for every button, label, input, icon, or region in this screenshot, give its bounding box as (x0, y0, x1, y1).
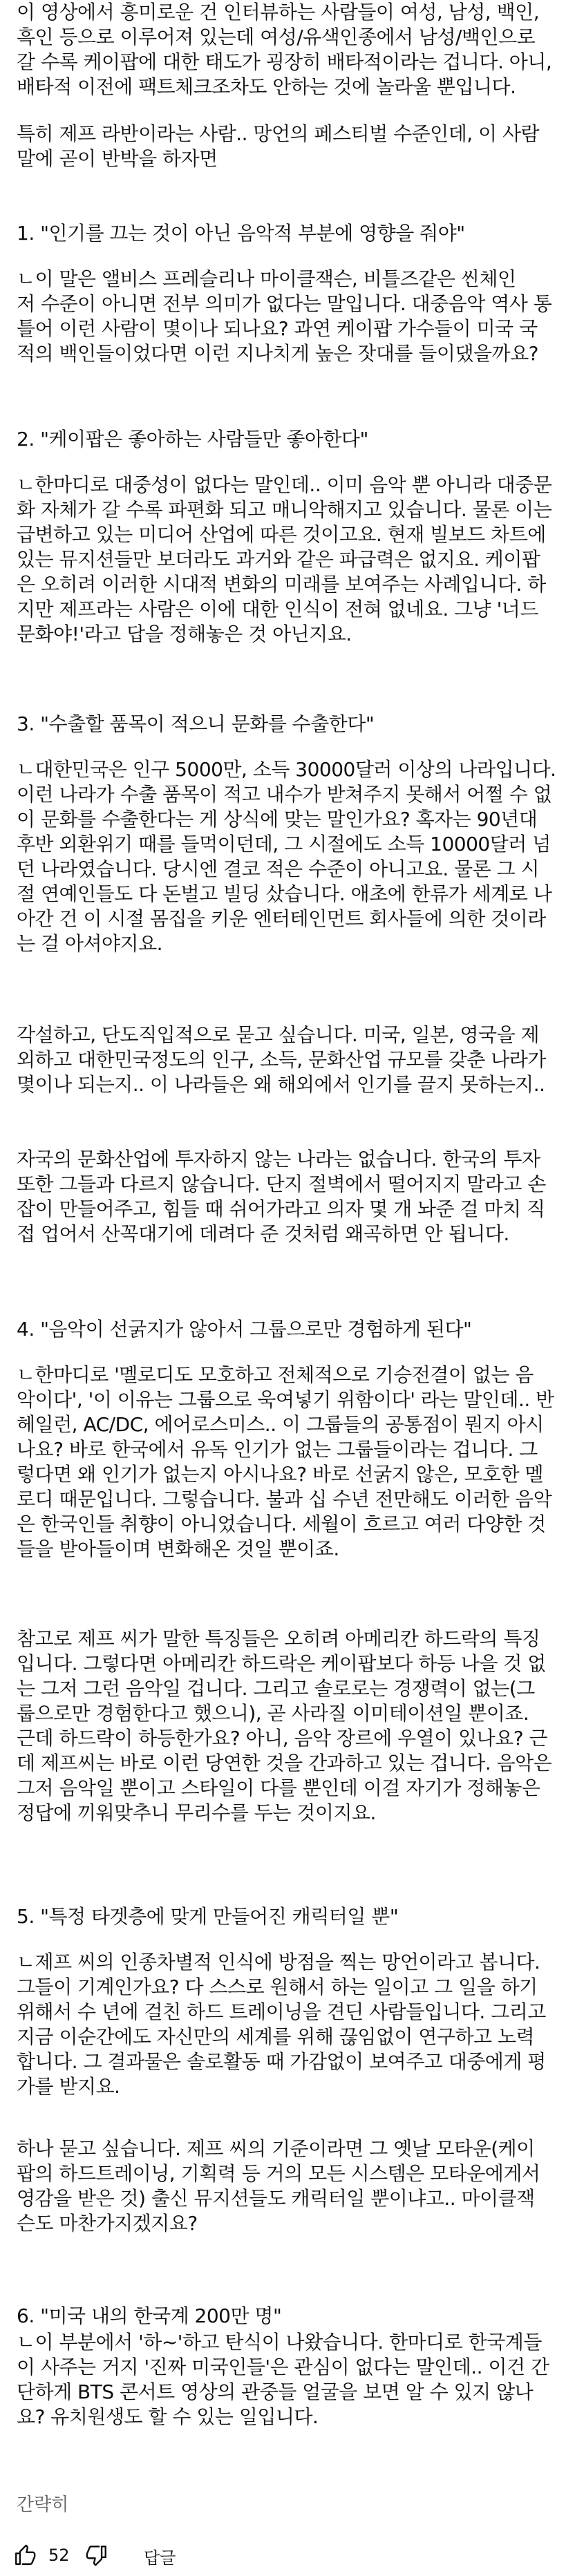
comment-paragraph (17, 2304, 281, 2329)
comment-line: 는 그저 그런 음악일 겁니다. 그리고 솔로로는 경쟁력이 없는(그 (17, 1677, 535, 1700)
comment-line: ㄴ이 말은 앨비스 프레슬리나 마이클잭슨, 비틀즈같은 씬체인 (17, 267, 516, 290)
thumbs-up-icon (13, 2544, 37, 2567)
comment-line: 슨도 마찬가지겠지요? (17, 2212, 198, 2235)
comment-paragraph (17, 1147, 546, 1247)
comment-line: 1. "인기를 끄는 것이 아닌 음악적 부분에 영향을 줘야" (17, 222, 465, 245)
comment-line: 6. "미국 내의 한국계 200만 명" (17, 2304, 282, 2327)
comment-line: 지만 제프라는 사람은 이에 대한 인식이 전혀 없네요. 그냥 '너드 (17, 598, 538, 621)
comment-paragraph (17, 2330, 549, 2430)
comment-paragraph (17, 757, 556, 956)
comment-line: 문화야!'라고 답을 정해놓은 것 아닌지요. (17, 623, 352, 645)
comment-line: 가를 받지요. (17, 2075, 120, 2098)
comment-line: 던 나라였습니다. 당시엔 결코 적은 수준이 아니고요. 물론 그 시 (17, 858, 540, 880)
comment-line: 지금 이순간에도 자신만의 세계를 위해 끊임없이 연구하고 노력 (17, 2025, 535, 2048)
comment-line: 그저 음악일 뿐이고 스타일이 다를 뿐인데 이걸 자기가 정해놓은 (17, 1777, 540, 1799)
comment-line: 은 오히려 이러한 시대적 변화의 미래를 보여주는 사례입니다. 하 (17, 573, 546, 596)
comment-line: 들을 받아들이며 변화해온 것일 뿐이죠. (17, 1537, 339, 1560)
comment-line: 3. "수출할 품목이 적으니 문화를 수출한다" (17, 712, 375, 735)
show-less-button[interactable]: 간략히 (17, 2494, 69, 2515)
comment-paragraph (17, 221, 465, 246)
comment-line: 4. "음악이 선굵지가 않아서 그룹으로만 경험하게 된다" (17, 1318, 472, 1341)
comment-paragraph (17, 1317, 471, 1342)
comment-paragraph (17, 427, 368, 452)
comment-line: 이 영상에서 흥미로운 건 인터뷰하는 사람들이 여성, 남성, 백인, (17, 1, 540, 23)
comment-paragraph (17, 1023, 546, 1097)
like-button[interactable] (10, 2540, 40, 2570)
comment-line: 2. "케이팝은 좋아하는 사람들만 좋아한다" (17, 428, 368, 451)
comment-line: ㄴ한마디로 '멜로디도 모호하고 전체적으로 기승전결이 없는 음 (17, 1363, 534, 1386)
comment-line: 후반 외환위기 때를 들먹이던데, 그 시절에도 소득 10000달러 넘 (17, 833, 551, 855)
comment-line: ㄴ제프 씨의 인종차별적 인식에 방점을 찍는 망언이라고 봅니다. (17, 1951, 540, 1973)
comment-line: 적의 백인들이었다면 이런 지나치게 높은 잣대를 들이댔을까요? (17, 342, 539, 365)
comment-line: 특히 제프 라반이라는 사람.. 망언의 페스티벌 수준인데, 이 사람 (17, 122, 540, 145)
comment-paragraph (17, 122, 539, 171)
comment-line: 몇이나 되는지.. 이 나라들은 왜 해외에서 인기를 끌지 못하는지.. (17, 1073, 545, 1096)
comment-line: 정답에 끼워맞추니 무리수를 두는 것이지요. (17, 1801, 376, 1824)
comment-line: 입니다. 그렇다면 아메리칸 하드락은 케이팝보다 하등 나을 것 없 (17, 1652, 546, 1675)
comment-line: 헤일런, AC/DC, 에어로스미스.. 이 그룹들의 공통점이 뭔지 아시 (17, 1413, 544, 1436)
comment-line: 아간 건 이 시절 몸집을 키운 엔터테인먼트 회사들에 의한 것이라 (17, 907, 546, 930)
comment-line: 팝의 하드트레이닝, 기획력 등 거의 모든 시스템은 모타운에게서 (17, 2162, 540, 2185)
comment-line: 합니다. 그 결과물은 솔로활동 때 가감없이 보여주고 대중에게 평 (17, 2050, 546, 2073)
comment-paragraph (17, 1627, 552, 1826)
comment-line: 그들이 기계인가요? 다 스스로 원해서 하는 일이고 그 일을 하기 (17, 1976, 538, 1998)
comment-line: 배타적 이전에 팩트체크조차도 안하는 것에 놀라울 뿐입니다. (17, 75, 516, 98)
comment-line: 화 자체가 갈 수록 파편화 되고 매니악해지고 있습니다. 물론 이는 (17, 498, 552, 521)
comment-line: 자국의 문화산업에 투자하지 않는 나라는 없습니다. 한국의 투자 (17, 1148, 540, 1171)
comment-line: 악이다', '이 이유는 그룹으로 욱여넣기 위함이다' 라는 말인데.. 반 (17, 1388, 554, 1411)
comment-line: 접 업어서 산꼭대기에 데려다 준 것처럼 왜곡하면 안 됩니다. (17, 1222, 509, 1245)
comment-line: 이런 나라가 수출 품목이 적고 내수가 받쳐주지 못해서 어쩔 수 없 (17, 783, 552, 806)
comment-line: 각설하고, 단도직입적으로 묻고 싶습니다. 미국, 일본, 영국을 제 (17, 1023, 540, 1046)
comment-line: 이 문화를 수출한다는 게 상식에 맞는 말인가요? 혹자는 90년대 (17, 808, 538, 831)
comment-line: 요? 유치원생도 할 수 있는 일입니다. (17, 2405, 319, 2428)
comment-line: 5. "특정 타겟층에 맞게 만들어진 캐릭터일 뿐" (17, 1905, 399, 1928)
comment-line: 렇다면 왜 인기가 없는지 아시나요? 바로 선굵지 않은, 모호한 멜 (17, 1463, 544, 1486)
comment-line: 하나 묻고 싶습니다. 제프 씨의 기준이라면 그 옛날 모타운(케이 (17, 2137, 535, 2160)
comment-line: 위해서 수 년에 걸친 하드 트레이닝을 견딘 사람들입니다. 그리고 (17, 2000, 546, 2023)
dislike-button[interactable] (82, 2540, 112, 2570)
comment-paragraph (17, 473, 552, 647)
comment-line: 절 연예인들도 다 돈벌고 빌딩 샀습니다. 애초에 한류가 세계로 나 (17, 882, 552, 905)
comment-line: 로디 때문입니다. 그렇습니다. 불과 십 수년 전만해도 이러한 음악 (17, 1488, 552, 1510)
comment-paragraph (17, 1950, 546, 2099)
comment-paragraph (17, 2137, 540, 2236)
comment-line: 외하고 대한민국정도의 인구, 소득, 문화산업 규모를 갖춘 나라가 (17, 1048, 546, 1071)
comment-line: 는 걸 아셔야지요. (17, 932, 163, 955)
comment-line: 저 수준이 아니면 전부 의미가 없다는 말입니다. 대중음악 역사 통 (17, 292, 552, 315)
comment-line: 이 사주는 거지 '진짜 미국인들'은 관심이 없다는 말인데.. 이건 간 (17, 2356, 549, 2378)
comment-line: 영감을 받은 것) 출신 뮤지션들도 캐릭터일 뿐이냐고.. 마이클잭 (17, 2187, 535, 2210)
comment-line: 참고로 제프 씨가 말한 특징들은 오히려 아메리칸 하드락의 특징 (17, 1627, 540, 1650)
comment-line: 또한 그들과 다르지 않습니다. 단지 절벽에서 떨어지지 말라고 손 (17, 1173, 546, 1195)
comment-paragraph (17, 712, 374, 737)
comment-line: 틀어 이런 사람이 몇이나 되나요? 과연 케이팝 가수들이 미국 국 (17, 317, 538, 340)
comment-line: 단하게 BTS 콘서트 영상의 관중들 얼굴을 보면 알 수 있지 않나 (17, 2380, 534, 2403)
reply-button[interactable]: 답글 (144, 2548, 176, 2568)
comment-paragraph (17, 267, 552, 366)
comment-line: 있는 뮤지션들만 보더라도 과거와 같은 파급력은 없지요. 케이팝 (17, 548, 540, 571)
comment-line: ㄴ이 부분에서 '하~'하고 탄식이 나왔습니다. 한마디로 한국계들 (17, 2331, 542, 2354)
comment-line: ㄴ대한민국은 인구 5000만, 소득 30000달러 이상의 나라입니다. (17, 758, 556, 781)
comment-line: 은 한국인들 취향이 아니었습니다. 세월이 흐르고 여러 다양한 것 (17, 1513, 546, 1535)
thumbs-down-icon (85, 2544, 109, 2567)
comment-line: 급변하고 있는 미디어 산업에 따른 것이고요. 현재 빌보드 차트에 (17, 523, 546, 546)
comment-line: 나요? 바로 한국에서 유독 인기가 없는 그룹들이라는 겁니다. 그 (17, 1438, 538, 1461)
comment-line: 룹으로만 경험한다고 했으니), 곧 사라질 이미테이션일 뿐이죠. (17, 1702, 529, 1725)
comment-line: 말에 곧이 반박을 하자면 (17, 147, 218, 170)
comment-paragraph (17, 1904, 398, 1929)
comment-line: 잡이 만들어주고, 힘들 때 쉬어가라고 의자 몇 개 놔준 걸 마치 직 (17, 1197, 545, 1220)
comment-paragraph (17, 0, 552, 100)
comment-paragraph (17, 1363, 554, 1562)
comment-line: ㄴ한마디로 대중성이 없다는 말인데.. 이미 음악 뿐 아니라 대중문 (17, 473, 552, 496)
comment-line: 근데 하드락이 하등한가요? 아니, 음악 장르에 우열이 있나요? 근 (17, 1727, 548, 1750)
comment-line: 갈 수록 케이팝에 대한 태도가 굉장히 배타적이라는 겁니다. 아니, (17, 50, 552, 73)
like-count: 52 (48, 2546, 70, 2565)
comment-line: 데 제프씨는 바로 이런 당연한 것을 간과하고 있는 겁니다. 음악은 (17, 1752, 552, 1774)
comment-line: 흑인 등으로 이루어져 있는데 여성/유색인종에서 남성/백인으로 (17, 26, 536, 48)
comment-actions (0, 2540, 575, 2573)
